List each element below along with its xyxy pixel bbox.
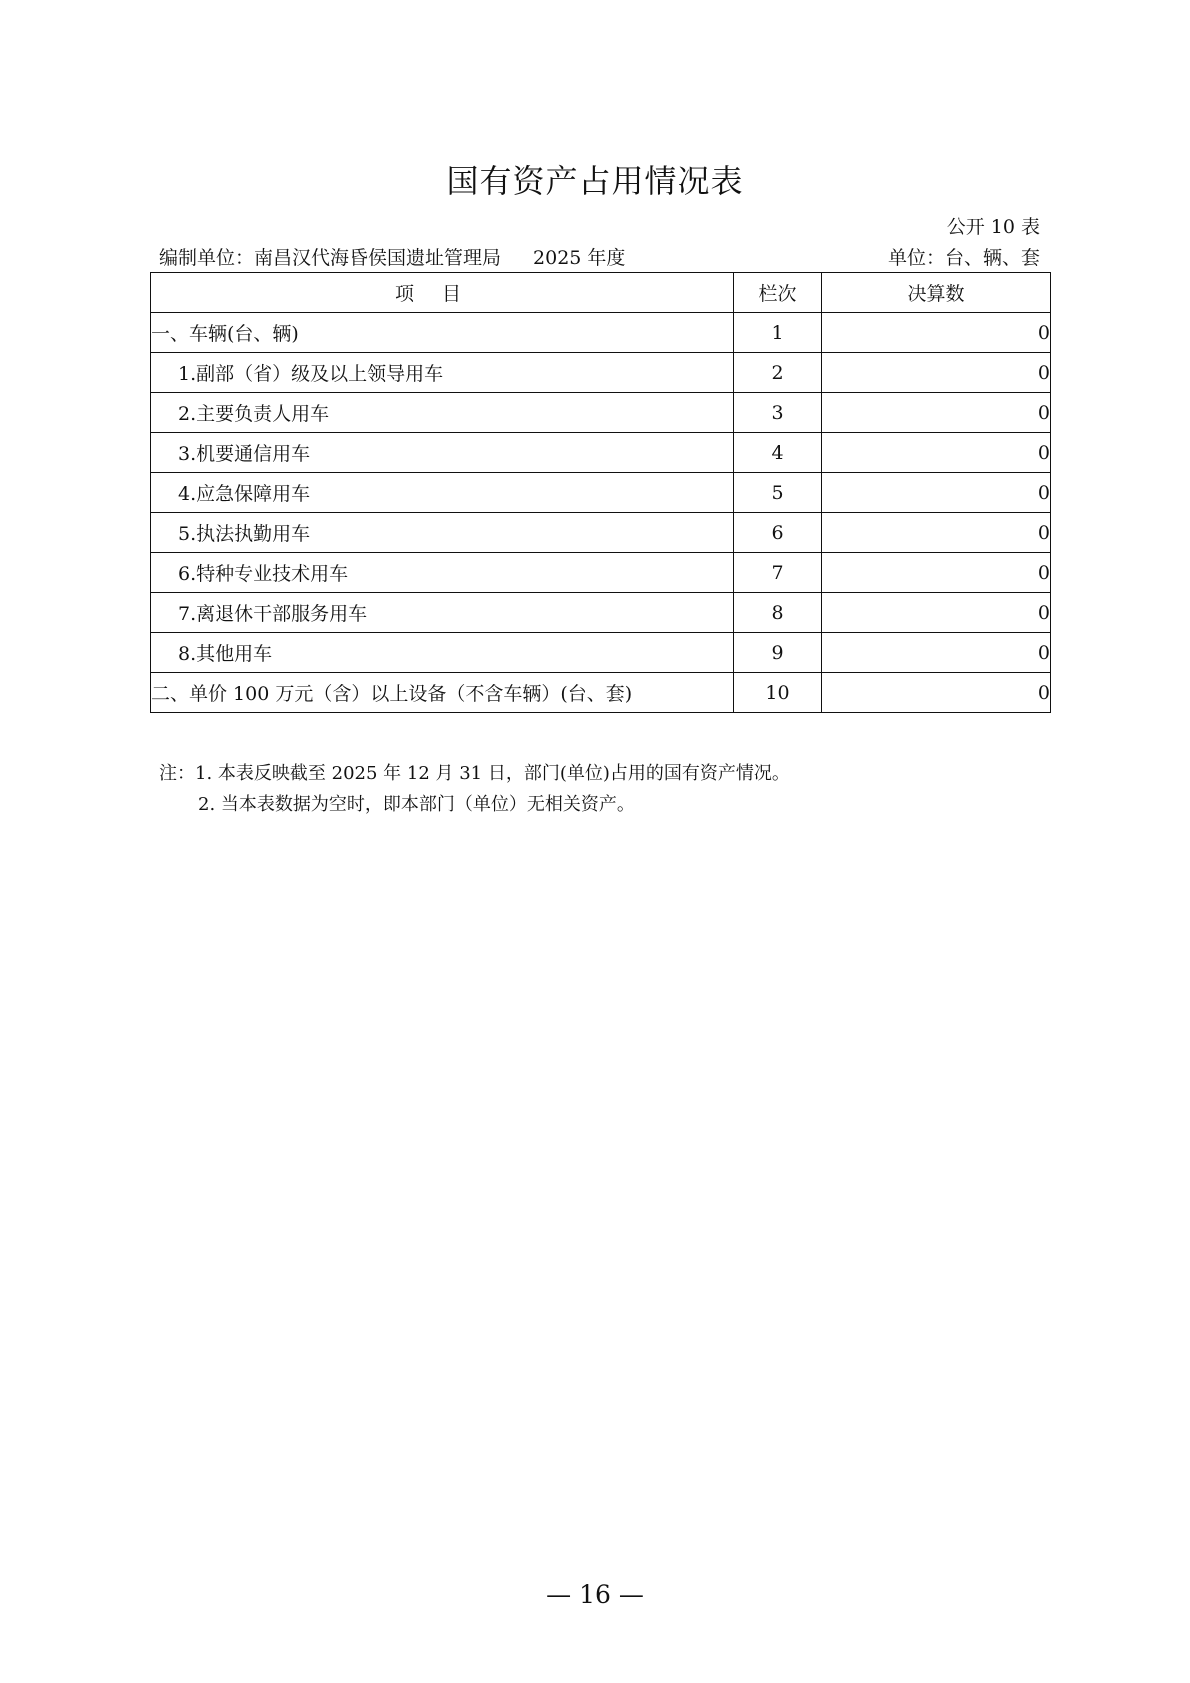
row-value: 0: [822, 353, 1051, 393]
row-value: 0: [822, 433, 1051, 473]
header-value: 决算数: [822, 273, 1051, 313]
row-no: 6: [734, 513, 822, 553]
table-row: [151, 393, 1051, 433]
header-row-no: 栏次: [734, 273, 822, 313]
table-row: [151, 673, 1051, 713]
row-no: 7: [734, 553, 822, 593]
row-item: 5.执法执勤用车: [151, 513, 734, 553]
page-number: — 16 —: [546, 1580, 644, 1609]
note-line-1: 注：1. 本表反映截至 2025 年 12 月 31 日，部门(单位)占用的国有资产情况。: [159, 763, 790, 784]
note-line-2: 2. 当本表数据为空时，即本部门（单位）无相关资产。: [198, 794, 635, 815]
row-item: 4.应急保障用车: [151, 473, 734, 513]
row-value: 0: [822, 513, 1051, 553]
row-item: 二、单价 100 万元（含）以上设备（不含车辆）(台、套): [151, 673, 734, 713]
page-title: 国有资产占用情况表: [446, 162, 744, 200]
row-value: 0: [822, 633, 1051, 673]
row-no: 5: [734, 473, 822, 513]
row-no: 4: [734, 433, 822, 473]
row-no: 9: [734, 633, 822, 673]
fiscal-year: 2025 年度: [533, 247, 626, 269]
row-item: 7.离退休干部服务用车: [151, 593, 734, 633]
row-item: 一、车辆(台、辆): [151, 313, 734, 353]
row-item: 1.副部（省）级及以上领导用车: [151, 353, 734, 393]
row-item: 6.特种专业技术用车: [151, 553, 734, 593]
table-row: [151, 513, 1051, 553]
row-no: 1: [734, 313, 822, 353]
table-row: [151, 313, 1051, 353]
row-value: 0: [822, 593, 1051, 633]
table-header-row: [151, 273, 1051, 313]
row-no: 3: [734, 393, 822, 433]
table-row: [151, 433, 1051, 473]
table-row: [151, 553, 1051, 593]
row-value: 0: [822, 473, 1051, 513]
row-item: 8.其他用车: [151, 633, 734, 673]
table-notes: [159, 758, 790, 820]
assets-table: [150, 272, 1051, 713]
row-value: 0: [822, 673, 1051, 713]
compiler-unit: 编制单位：南昌汉代海昏侯国遗址管理局: [159, 247, 502, 269]
row-no: 10: [734, 673, 822, 713]
row-value: 0: [822, 313, 1051, 353]
table-number: 公开 10 表: [946, 216, 1040, 238]
table-row: [151, 633, 1051, 673]
row-no: 2: [734, 353, 822, 393]
header-item: 项目: [151, 273, 734, 313]
row-value: 0: [822, 393, 1051, 433]
measurement-unit: 单位：台、辆、套: [887, 247, 1040, 269]
row-item: 2.主要负责人用车: [151, 393, 734, 433]
table-row: [151, 593, 1051, 633]
row-no: 8: [734, 593, 822, 633]
row-value: 0: [822, 553, 1051, 593]
compiler-line: [159, 243, 625, 270]
table-row: [151, 473, 1051, 513]
row-item: 3.机要通信用车: [151, 433, 734, 473]
table-row: [151, 353, 1051, 393]
